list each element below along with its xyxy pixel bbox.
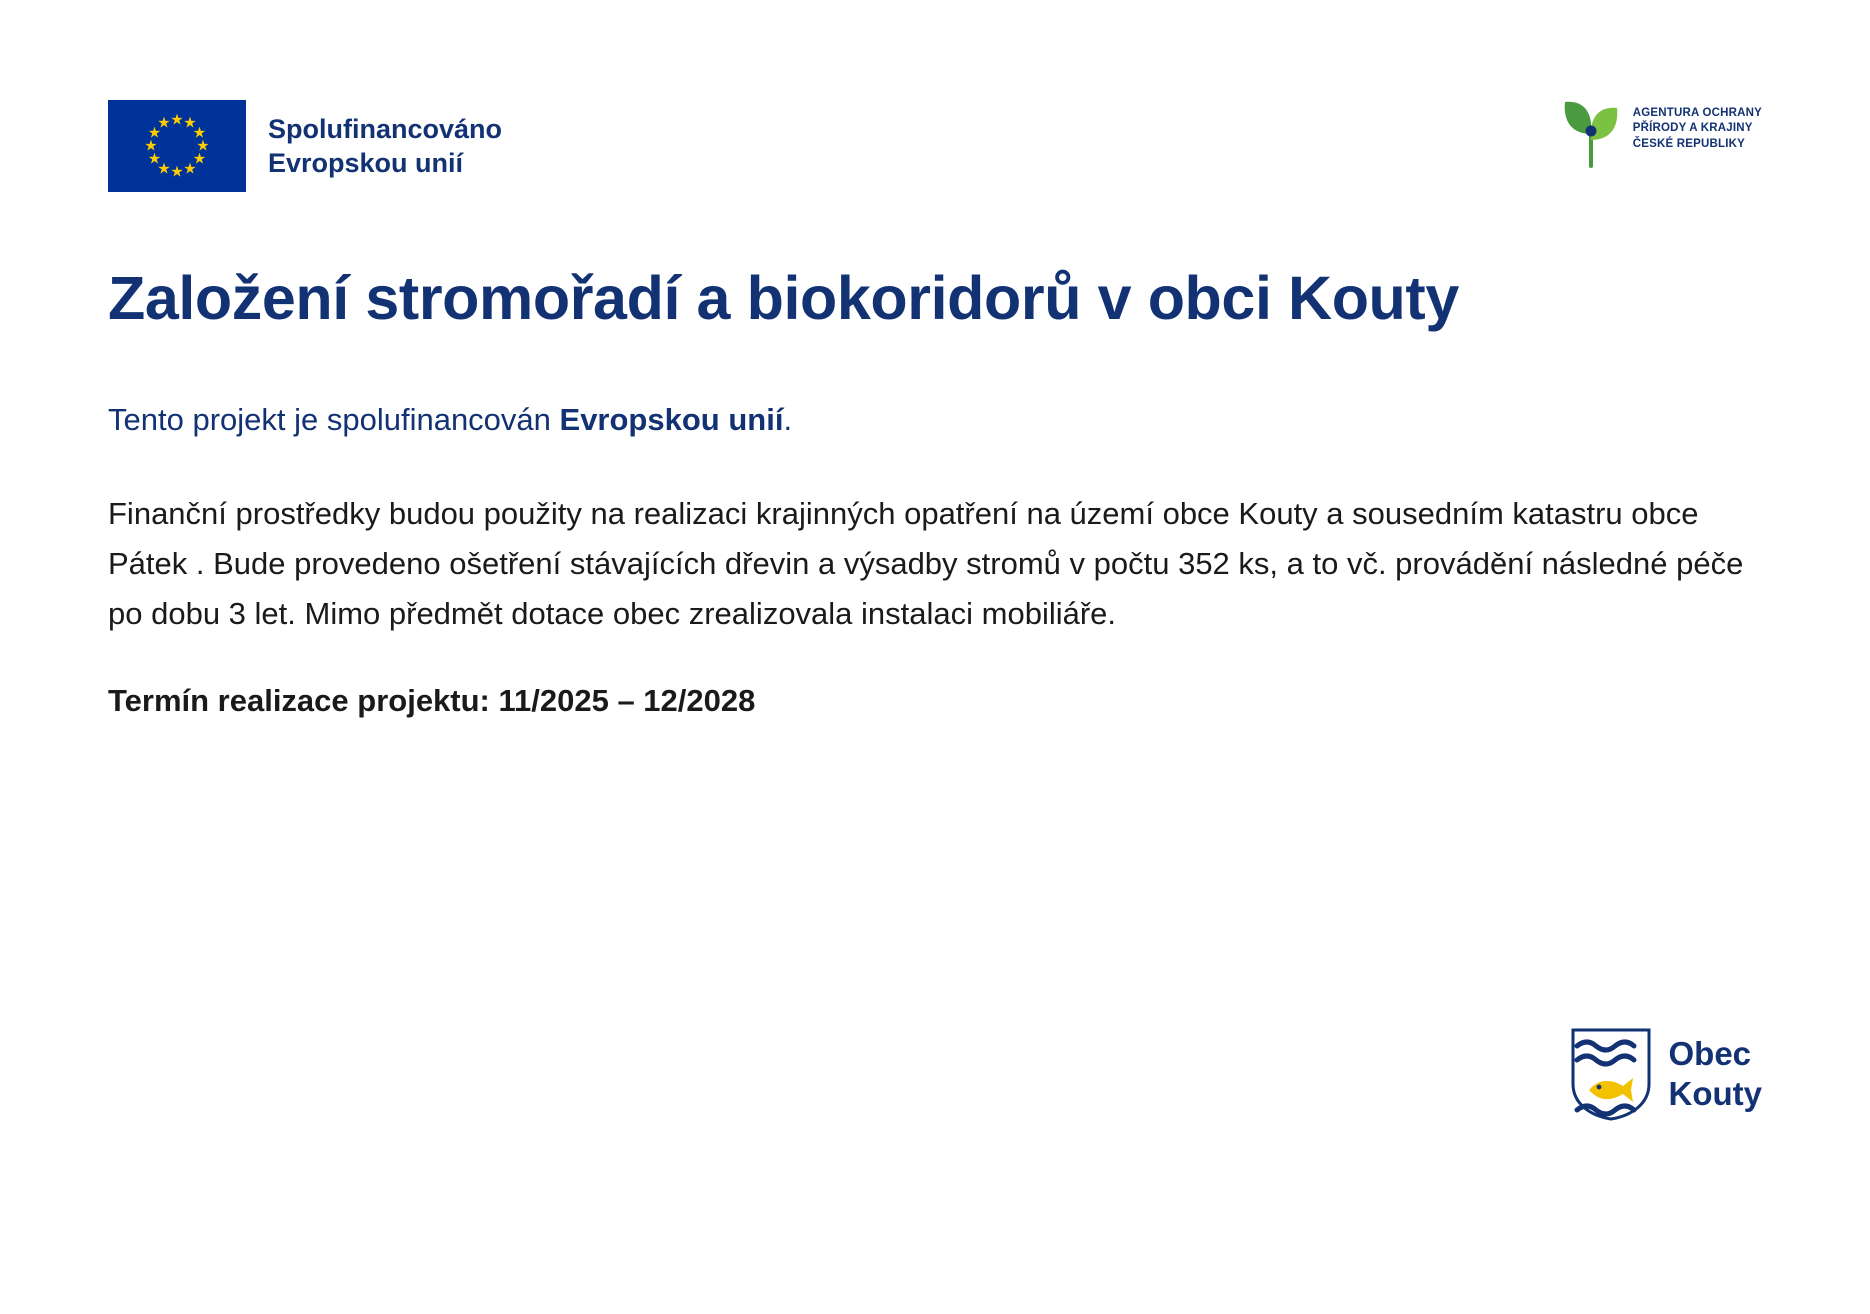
eu-caption xyxy=(268,112,502,180)
page-title: Založení stromořadí a biokoridorů v obci Kouty xyxy=(108,264,1459,332)
main-content xyxy=(108,258,1762,719)
eu-star-icon: ★ xyxy=(183,160,197,178)
eu-emblem-block xyxy=(108,100,502,192)
eu-star-icon: ★ xyxy=(192,150,207,168)
eu-star-icon: ★ xyxy=(183,114,197,132)
obec-caption-line2: Kouty xyxy=(1668,1075,1762,1112)
header xyxy=(0,90,1870,220)
intro-bold: Evropskou unií xyxy=(559,401,784,437)
intro-paragraph xyxy=(108,395,1762,445)
obec-kouty-logo-block xyxy=(1569,1026,1763,1122)
aopk-logo-block xyxy=(1559,90,1762,168)
eu-caption-line1: Spolufinancováno xyxy=(268,113,503,144)
eu-star-icon: ★ xyxy=(144,137,158,155)
eu-star-icon: ★ xyxy=(157,160,171,178)
eu-star-icon: ★ xyxy=(147,150,162,168)
project-term: Termín realizace projektu: 11/2025 – 12/2028 xyxy=(108,683,756,719)
obec-caption-line1: Obec xyxy=(1668,1034,1752,1072)
eu-star-icon: ★ xyxy=(147,124,162,142)
aopk-caption-line2: PŘÍRODY A KRAJINY xyxy=(1632,122,1753,135)
leaf-icon xyxy=(1559,90,1623,168)
intro-suffix: . xyxy=(783,401,793,437)
eu-flag-icon xyxy=(108,100,246,192)
eu-star-icon: ★ xyxy=(196,137,210,155)
eu-star-icon: ★ xyxy=(157,114,171,132)
aopk-caption-line3: ČESKÉ REPUBLIKY xyxy=(1632,137,1745,150)
intro-prefix: Tento projekt je spolufinancován xyxy=(108,401,560,437)
obec-kouty-caption xyxy=(1669,1034,1763,1115)
eu-caption-line2: Evropskou unií xyxy=(268,148,464,178)
aopk-caption xyxy=(1633,106,1762,153)
eu-star-icon: ★ xyxy=(170,111,184,129)
aopk-caption-line1: AGENTURA OCHRANY xyxy=(1632,106,1762,119)
eu-star-icon: ★ xyxy=(192,124,207,142)
obec-kouty-crest-icon xyxy=(1569,1026,1653,1122)
body-paragraph: Finanční prostředky budou použity na realizaci krajinných opatření na území obce Kouty a sousedním katastru obce Pátek . Bude provedeno ošetření stávajících dřevin a výsadby stromů v počtu 352 ks, a to vč. provádění následné péče po dobu 3 let. Mimo předmět dotace obec zrealizovala instalaci mobiliáře. xyxy=(108,495,1744,632)
eu-star-icon: ★ xyxy=(170,163,184,181)
